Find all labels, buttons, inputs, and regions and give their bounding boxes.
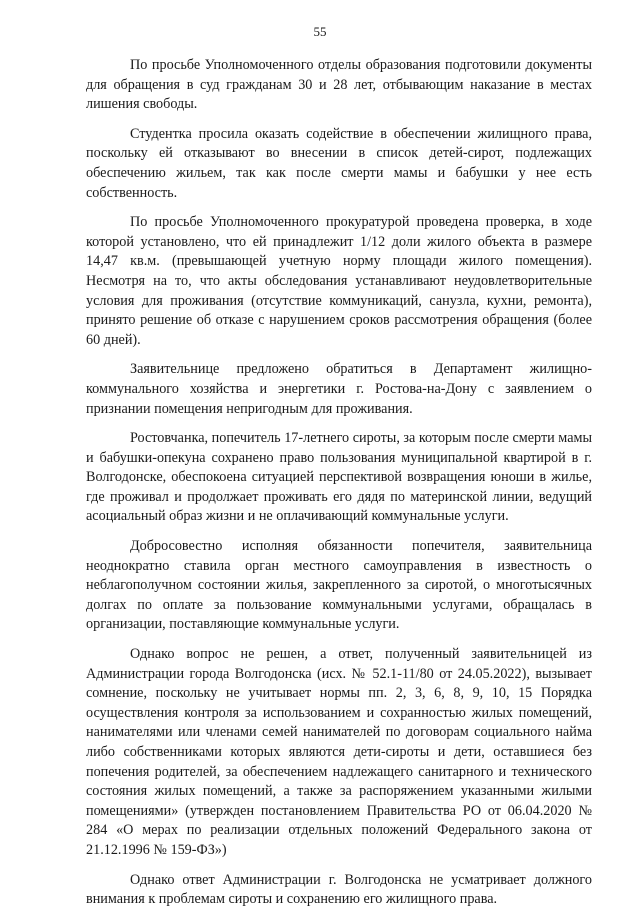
paragraph-5: Ростовчанка, попечитель 17-летнего сироты, за которым после смерти мамы и бабушки-опекуна сохранено право пользования муниципальной квартирой в г. Волгодонске, обеспокоена ситуацией перспективой возвращения юноши в жилье, где проживал и продолжает проживать его дядя по материнской линии, ведущий асоциальный образ жизни и не оплачивающий коммунальные услуги.: [86, 430, 592, 525]
page-number: 55: [313, 24, 327, 39]
paragraph-3: По просьбе Уполномоченного прокуратурой проведена проверка, в ходе которой установлено, что ей принадлежит 1/12 доли жилого объекта в размере 14,47 кв.м. (превышающей учетную норму площади жилого помещения). Несмотря на то, что акты обследования устанавливают неудовлетворительные условия для проживания (отсутствие коммуникаций, санузла, кухни, ремонта), принято решение об отказе с нарушением сроков рассмотрения обращения (более 60 дней).: [86, 214, 592, 348]
paragraph-2: Студентка просила оказать содействие в обеспечении жилищного права, поскольку ей отказывают во внесении в список детей-сирот, подлежащих обеспечению жильем, так как после смерти мамы и бабушки у нее есть собственность.: [86, 125, 592, 201]
paragraph-6: Добросовестно исполняя обязанности попечителя, заявительница неоднократно ставила орган местного самоуправления в известность о неблагополучном состоянии жилья, закрепленного за сиротой, о многотысячных долгах по оплате за пользование коммунальными услугами, обращалась в организации, поставляющие коммунальные услуги.: [86, 538, 592, 633]
paragraph-4: Заявительнице предложено обратиться в Департамент жилищно-коммунального хозяйства и энергетики г. Ростова-на-Дону с заявлением о признании помещения непригодным для проживания.: [86, 361, 592, 417]
document-body: [86, 56, 592, 920]
paragraph-8: Однако ответ Администрации г. Волгодонска не усматривает должного внимания к проблемам сироты и сохранению его жилищного права.: [86, 871, 592, 908]
paragraph-1: По просьбе Уполномоченного отделы образования подготовили документы для обращения в суд гражданам 30 и 28 лет, отбывающим наказание в местах лишения свободы.: [86, 57, 592, 113]
paragraph-7: Однако вопрос не решен, а ответ, полученный заявительницей из Администрации города Волгодонска (исх. № 52.1-11/80 от 24.05.2022), вызывает сомнение, поскольку не учитывает нормы пп. 2, 3, 6, 8, 9, 10, 15 Порядка осуществления контроля за использованием и сохранностью жилых помещений, нанимателями или членами семей нанимателей по договорам социального найма либо собственниками которых являются дети-сироты и дети, оставшиеся без попечения родителей, за обеспечением надлежащего санитарного и технического состояния жилых помещений, а также за распоряжением указанными жилыми помещениями» (утвержден постановлением Правительства РО от 06.04.2020 № 284 «О мерах по реализации отдельных положений Федерального закона от 21.12.1996 № 159-ФЗ»): [86, 646, 592, 858]
